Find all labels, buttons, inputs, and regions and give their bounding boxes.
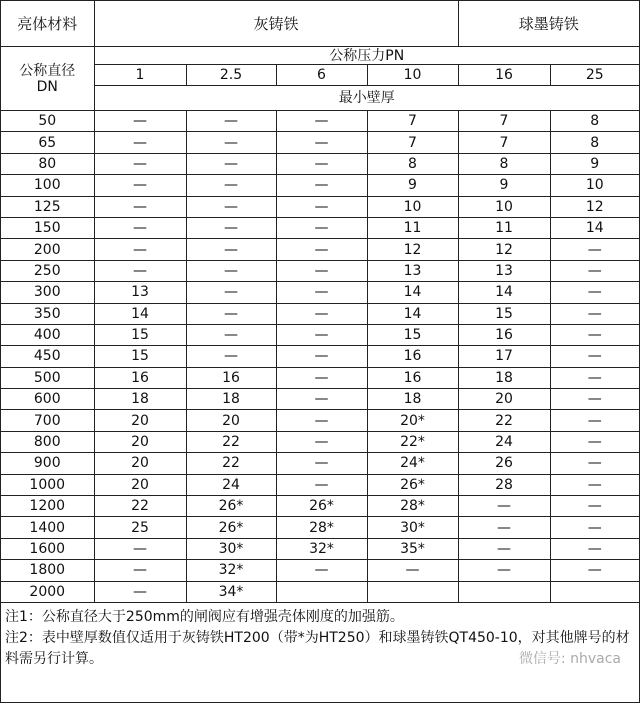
thickness-cell: 25 — [94, 517, 186, 538]
thickness-cell: — — [276, 389, 367, 410]
thickness-cell: — — [276, 196, 367, 217]
pn-value: 2.5 — [186, 65, 276, 86]
thickness-cell: — — [186, 196, 276, 217]
dn-header — [1, 47, 94, 111]
thickness-cell: — — [550, 260, 639, 281]
dn-cell: 1200 — [1, 496, 94, 517]
thickness-cell: 22 — [186, 431, 276, 452]
table-row — [1, 474, 639, 495]
thickness-cell: — — [550, 389, 639, 410]
thickness-cell: 15 — [458, 303, 550, 324]
pn-value: 10 — [367, 65, 458, 86]
dn-cell: 50 — [1, 111, 94, 132]
thickness-cell: 28* — [276, 517, 367, 538]
thickness-cell: 22 — [94, 496, 186, 517]
note-2: 注2：表中壁厚数值仅适用于灰铸铁HT200（带*为HT250）和球墨铸铁QT450-10，对其他牌号的材料需另行计算。 — [5, 629, 630, 667]
thickness-cell: — — [94, 175, 186, 196]
thickness-cell: 16 — [367, 346, 458, 367]
thickness-cell: 14 — [550, 217, 639, 238]
thickness-cell: 24 — [458, 431, 550, 452]
thickness-cell: 24* — [367, 453, 458, 474]
thickness-cell: 8 — [550, 132, 639, 153]
thickness-cell: — — [186, 111, 276, 132]
thickness-cell: 10 — [550, 175, 639, 196]
thickness-cell: 13 — [367, 260, 458, 281]
thickness-cell: 20 — [94, 431, 186, 452]
thickness-cell: 30* — [186, 538, 276, 559]
thickness-cell: — — [276, 560, 367, 581]
note-1: 注1：公称直径大于250mm的闸阀应有增强壳体刚度的加强筋。 — [5, 608, 404, 625]
dn-unit: DN — [36, 78, 58, 95]
thickness-cell: — — [458, 517, 550, 538]
thickness-cell — [550, 581, 639, 602]
thickness-cell: 18 — [186, 389, 276, 410]
thickness-cell: 12 — [458, 239, 550, 260]
table-row — [1, 217, 639, 238]
thickness-cell: 12 — [550, 196, 639, 217]
thickness-cell: 9 — [458, 175, 550, 196]
thickness-cell: — — [186, 282, 276, 303]
thickness-cell: 14 — [367, 303, 458, 324]
thickness-cell: 14 — [94, 303, 186, 324]
thickness-cell: 26* — [276, 496, 367, 517]
thickness-cell: 22 — [186, 453, 276, 474]
thickness-cell: 16 — [458, 324, 550, 345]
table-row — [1, 517, 639, 538]
pn-value: 6 — [276, 65, 367, 86]
thickness-cell: 30* — [367, 517, 458, 538]
thickness-cell: — — [550, 431, 639, 452]
thickness-cell: 14 — [367, 282, 458, 303]
table-row — [1, 239, 639, 260]
thickness-cell: — — [276, 346, 367, 367]
thickness-cell: — — [550, 474, 639, 495]
thickness-cell: 15 — [367, 324, 458, 345]
dn-cell: 100 — [1, 175, 94, 196]
thickness-cell: 9 — [367, 175, 458, 196]
thickness-cell: — — [367, 560, 458, 581]
thickness-cell: — — [276, 217, 367, 238]
thickness-cell: — — [186, 132, 276, 153]
thickness-cell: 10 — [367, 196, 458, 217]
table-row — [1, 303, 639, 324]
dn-cell: 80 — [1, 153, 94, 174]
thickness-cell: 32* — [186, 560, 276, 581]
thickness-cell: 18 — [458, 367, 550, 388]
thickness-cell: — — [458, 560, 550, 581]
thickness-cell: 20* — [367, 410, 458, 431]
thickness-cell: — — [276, 175, 367, 196]
thickness-cell: 20 — [94, 474, 186, 495]
pn-header: 公称压力PN — [94, 47, 639, 65]
table-row — [1, 324, 639, 345]
thickness-cell: 8 — [550, 111, 639, 132]
thickness-cell: 7 — [458, 111, 550, 132]
thickness-cell: — — [550, 410, 639, 431]
dn-cell: 150 — [1, 217, 94, 238]
ductile-iron-header: 球墨铸铁 — [458, 1, 639, 47]
thickness-cell: 17 — [458, 346, 550, 367]
watermark: 微信号: nhvaca — [518, 650, 621, 667]
thickness-cell: — — [550, 560, 639, 581]
table-row — [1, 496, 639, 517]
thickness-cell: 26* — [186, 517, 276, 538]
thickness-cell: 24 — [186, 474, 276, 495]
thickness-cell: 15 — [94, 324, 186, 345]
thickness-cell: 20 — [186, 410, 276, 431]
thickness-cell: — — [276, 260, 367, 281]
thickness-cell: — — [276, 367, 367, 388]
thickness-cell: — — [94, 581, 186, 602]
thickness-cell: 11 — [367, 217, 458, 238]
thickness-cell: — — [186, 239, 276, 260]
thickness-cell: — — [276, 410, 367, 431]
thickness-cell: — — [550, 282, 639, 303]
thickness-cell — [276, 581, 367, 602]
dn-cell: 250 — [1, 260, 94, 281]
thickness-cell: 18 — [367, 389, 458, 410]
thickness-cell: 18 — [94, 389, 186, 410]
thickness-cell: — — [94, 560, 186, 581]
wall-thickness-table — [1, 1, 639, 603]
dn-cell: 1000 — [1, 474, 94, 495]
dn-cell: 800 — [1, 431, 94, 452]
material-label: 亮体材料 — [1, 1, 94, 47]
thickness-cell: 16 — [186, 367, 276, 388]
thickness-cell: 26* — [186, 496, 276, 517]
thickness-cell: 28 — [458, 474, 550, 495]
thickness-cell: 28* — [367, 496, 458, 517]
thickness-cell: — — [94, 111, 186, 132]
thickness-cell: — — [186, 175, 276, 196]
thickness-cell — [458, 581, 550, 602]
table-row — [1, 260, 639, 281]
thickness-cell: — — [550, 496, 639, 517]
dn-cell: 125 — [1, 196, 94, 217]
thickness-cell: — — [186, 324, 276, 345]
dn-cell: 600 — [1, 389, 94, 410]
thickness-cell: 10 — [458, 196, 550, 217]
table-row — [1, 581, 639, 602]
thickness-cell: — — [550, 239, 639, 260]
gray-iron-header: 灰铸铁 — [94, 1, 458, 47]
thickness-cell: — — [458, 496, 550, 517]
thickness-cell: — — [94, 239, 186, 260]
table-row — [1, 346, 639, 367]
dn-cell: 1600 — [1, 538, 94, 559]
thickness-cell: — — [458, 538, 550, 559]
thickness-cell: 7 — [367, 132, 458, 153]
pn-value: 1 — [94, 65, 186, 86]
dn-cell: 200 — [1, 239, 94, 260]
thickness-cell: 8 — [458, 153, 550, 174]
table-row — [1, 175, 639, 196]
table-row — [1, 560, 639, 581]
thickness-cell: — — [550, 303, 639, 324]
thickness-cell: — — [276, 111, 367, 132]
dn-cell: 500 — [1, 367, 94, 388]
thickness-cell: — — [186, 346, 276, 367]
thickness-cell: — — [550, 453, 639, 474]
table-row — [1, 453, 639, 474]
dn-cell: 350 — [1, 303, 94, 324]
thickness-cell: — — [94, 153, 186, 174]
thickness-cell: — — [276, 324, 367, 345]
thickness-cell: 20 — [94, 410, 186, 431]
dn-cell: 400 — [1, 324, 94, 345]
thickness-cell: 13 — [458, 260, 550, 281]
dn-cell: 1800 — [1, 560, 94, 581]
thickness-cell: 26 — [458, 453, 550, 474]
table-row — [1, 410, 639, 431]
thickness-cell: — — [550, 367, 639, 388]
thickness-cell: 12 — [367, 239, 458, 260]
thickness-cell: 35* — [367, 538, 458, 559]
table-row — [1, 431, 639, 452]
dn-cell: 300 — [1, 282, 94, 303]
thickness-cell: 20 — [458, 389, 550, 410]
dn-cell: 65 — [1, 132, 94, 153]
thickness-cell — [367, 581, 458, 602]
thickness-cell: — — [186, 260, 276, 281]
thickness-cell: 15 — [94, 346, 186, 367]
thickness-cell: — — [186, 217, 276, 238]
table-row — [1, 389, 639, 410]
thickness-cell: 22* — [367, 431, 458, 452]
thickness-cell: — — [276, 431, 367, 452]
thickness-cell: — — [550, 346, 639, 367]
thickness-cell: 9 — [550, 153, 639, 174]
thickness-cell: 32* — [276, 538, 367, 559]
table-row — [1, 196, 639, 217]
thickness-cell: 7 — [367, 111, 458, 132]
dn-label: 公称直径 — [19, 62, 76, 79]
table-row — [1, 132, 639, 153]
thickness-cell: — — [186, 153, 276, 174]
thickness-cell: 8 — [367, 153, 458, 174]
thickness-cell: — — [94, 538, 186, 559]
dn-cell: 2000 — [1, 581, 94, 602]
thickness-cell: 34* — [186, 581, 276, 602]
thickness-cell: 11 — [458, 217, 550, 238]
thickness-cell: — — [94, 132, 186, 153]
pn-value: 25 — [550, 65, 639, 86]
thickness-cell: — — [276, 132, 367, 153]
thickness-cell: — — [550, 517, 639, 538]
thickness-cell: — — [276, 453, 367, 474]
thickness-cell: — — [94, 217, 186, 238]
thickness-cell: — — [94, 260, 186, 281]
dn-cell: 1400 — [1, 517, 94, 538]
thickness-cell: — — [94, 196, 186, 217]
table-row — [1, 367, 639, 388]
thickness-cell: — — [276, 282, 367, 303]
thickness-cell: — — [186, 303, 276, 324]
table-row — [1, 153, 639, 174]
thickness-cell: 13 — [94, 282, 186, 303]
thickness-cell: 7 — [458, 132, 550, 153]
notes — [1, 603, 639, 670]
thickness-cell: 20 — [94, 453, 186, 474]
thickness-cell: 22 — [458, 410, 550, 431]
thickness-cell: — — [550, 538, 639, 559]
table-row — [1, 538, 639, 559]
table-row — [1, 111, 639, 132]
thickness-cell: 14 — [458, 282, 550, 303]
thickness-cell: 16 — [367, 367, 458, 388]
thickness-cell: — — [276, 303, 367, 324]
dn-cell: 700 — [1, 410, 94, 431]
pn-value: 16 — [458, 65, 550, 86]
dn-cell: 900 — [1, 453, 94, 474]
thickness-cell: 26* — [367, 474, 458, 495]
table-row — [1, 282, 639, 303]
min-wall-header: 最小壁厚 — [94, 86, 639, 111]
dn-cell: 450 — [1, 346, 94, 367]
thickness-cell: — — [276, 239, 367, 260]
thickness-cell: — — [276, 153, 367, 174]
thickness-cell: — — [276, 474, 367, 495]
thickness-cell: — — [550, 324, 639, 345]
thickness-cell: 16 — [94, 367, 186, 388]
